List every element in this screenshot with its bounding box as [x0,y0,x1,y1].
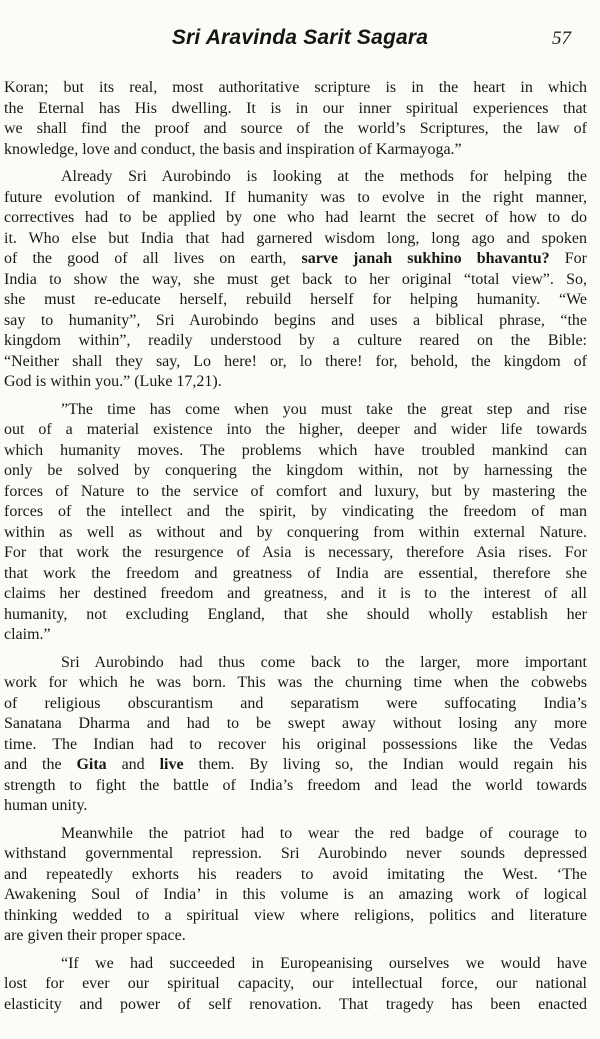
text-line: and the Gita and live them. By living so, the Indian would regain his [4,756,587,773]
text-line: Awakening Soul of India’ in this volume is an amazing work of logical [4,886,587,903]
text-line: time. The Indian had to recover his original possessions like the Vedas [4,735,587,753]
text-line: ”The time has come when you must take the great step and rise [61,400,587,418]
text-line: say to humanity”, Sri Aurobindo begins and uses a biblical phrase, “the [4,311,587,329]
text-line: Sri Aurobindo had thus come back to the larger, more important [61,653,587,671]
text-line: out of a material existence into the higher, deeper and wider life towards [4,421,587,438]
text-line: Koran; but its real, most authoritative scripture is in the heart in which [4,79,587,96]
text-line: work for which he was born. This was the churning time when the cobwebs [4,674,587,691]
paragraph [4,167,587,393]
page-body [0,78,600,1015]
text-line: correctives had to be applied by one who had learnt the secret of how to do [4,209,587,226]
text-line: Sanatana Dharma and had to be swept away without losing any more [4,715,587,732]
text-line: India to show the way, she must get back to her original “total view”. So, [4,270,587,288]
text-line: she must re-educate herself, rebuild herself for helping humanity. “We [4,291,587,308]
text-line: and repeatedly exhorts his readers to avoid imitating the West. ‘The [4,865,587,883]
paragraph [4,78,587,160]
text-line: elasticity and power of self renovation. That tragedy has been enacted [4,995,587,1013]
text-line: within as well as without and by conquering from within external Nature. [4,523,587,541]
text-line: of the good of all lives on earth, sarve janah sukhino bhavantu? For [4,250,587,267]
text-line: it. Who else but India that had garnered wisdom long, long ago and spoken [4,229,587,247]
text-line: forces of Nature to the service of comfort and luxury, but by mastering the [4,482,587,500]
text-line: knowledge, love and conduct, the basis and inspiration of Karmayoga.” [4,140,462,158]
text-line: strength to fight the battle of India’s freedom and lead the world towards [4,776,587,794]
text-line: human unity. [4,797,88,814]
text-line: future evolution of mankind. If humanity was to evolve in the right manner, [4,188,587,206]
text-line: Already Sri Aurobindo is looking at the methods for helping the [61,168,587,185]
page-header [0,26,600,50]
text-line: withstand governmental repression. Sri Aurobindo never sounds depressed [4,845,587,862]
text-line: God is within you.” (Luke 17,21). [4,373,222,390]
text-line: the Eternal has His dwelling. It is in our inner spiritual experiences that [4,99,587,117]
text-line: forces of the intellect and the spirit, by vindicating the freedom of man [4,503,587,520]
text-line: humanity, not excluding England, that she should wholly establish her [4,605,587,623]
text-line: that work the freedom and greatness of India are essential, therefore she [4,564,587,582]
paragraph [4,653,587,817]
text-line: “If we had succeeded in Europeanising ourselves we would have [61,954,587,972]
text-line: Meanwhile the patriot had to wear the red badge of courage to [61,824,587,842]
text-line: kingdom within”, readily understood by a culture reared on the Bible: [4,332,587,349]
text-line: we shall find the proof and source of the world’s Scriptures, the law of [4,120,587,137]
text-line: For that work the resurgence of Asia is necessary, therefore Asia rises. For [4,544,587,561]
text-line: claim.” [4,626,51,643]
paragraph [4,824,587,947]
paragraph [4,954,587,1016]
running-title: Sri Aravinda Sarit Sagara [171,26,429,49]
text-line: thinking wedded to a spiritual view where religions, politics and literature [4,906,587,924]
text-line: are given their proper space. [4,927,186,944]
text-line: only be solved by conquering the kingdom within, not by harnessing the [4,462,587,479]
text-line: lost for ever our spiritual capacity, our intellectual force, our national [4,975,587,992]
paragraph [4,400,587,646]
page-number: 57 [552,28,571,49]
text-line: claims her destined freedom and greatness, and it is to the interest of all [4,585,587,602]
text-line: “Neither shall they say, Lo here! or, lo there! for, behold, the kingdom of [4,352,587,370]
text-line: of religious obscurantism and separatism were suffocating India’s [4,694,587,712]
text-line: which humanity moves. The problems which have troubled mankind can [4,441,587,459]
